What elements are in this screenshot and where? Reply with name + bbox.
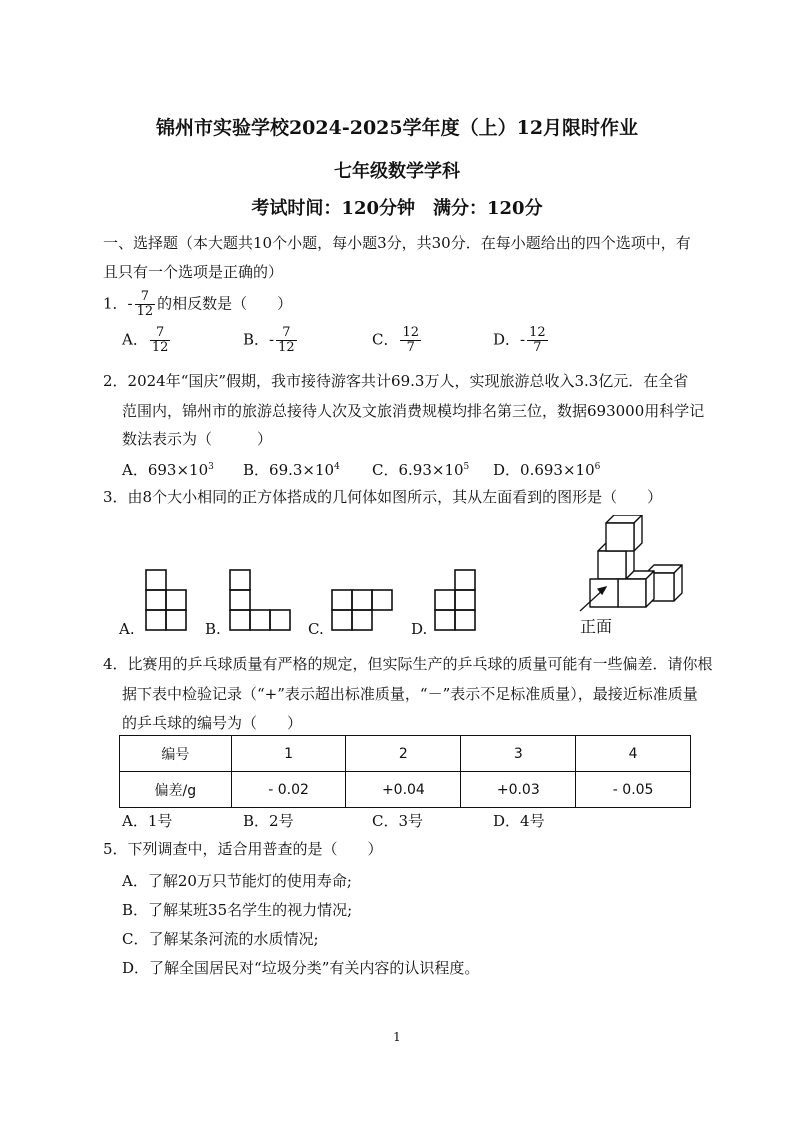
option-base: 693×10: [147, 461, 209, 479]
q2-option-d[interactable]: [493, 459, 600, 480]
option-fraction: [150, 326, 171, 355]
q3-option-c-figure: [331, 589, 395, 633]
option-sign: -: [520, 330, 526, 349]
page-number: 1: [393, 1030, 401, 1044]
q4-option-d[interactable]: D．4号: [493, 812, 545, 830]
option-label: A．: [122, 461, 148, 479]
q4-line3: 的乒乓球的编号为（ ）: [122, 714, 303, 732]
q2-line1: 2．2024年“国庆”假期，我市接待游客共计69.3万人，实现旅游总收入3.3亿元．在全省: [103, 372, 689, 390]
q3-option-a-figure: [145, 569, 187, 633]
table-cell: 偏差/g: [120, 772, 232, 808]
q3-option-d-figure: [434, 569, 476, 633]
q3-option-a-label[interactable]: A.: [119, 620, 135, 638]
option-label: D．: [493, 461, 521, 479]
exam-subtitle: 七年级数学学科: [334, 161, 460, 182]
option-exponent: 6: [594, 462, 601, 472]
table-cell: 3: [461, 736, 576, 772]
option-label: D．: [493, 330, 521, 349]
q5-option-b[interactable]: B．了解某班35名学生的视力情况;: [122, 901, 353, 919]
q1-option-d[interactable]: [493, 326, 550, 355]
q5-option-d[interactable]: D．了解全国居民对“垃圾分类”有关内容的认识程度。: [122, 959, 480, 977]
q5-text: 5．下列调查中，适合用普查的是（ ）: [103, 840, 383, 858]
option-label: B．: [243, 330, 270, 349]
frac-den: 7: [406, 340, 415, 355]
table-cell: - 0.02: [231, 772, 346, 808]
frac-den: 12: [151, 340, 169, 355]
option-label: C．: [372, 330, 399, 349]
q5-option-a[interactable]: A．了解20万只节能灯的使用寿命;: [122, 872, 352, 890]
frac-num: 12: [529, 325, 546, 340]
q3-option-b-label[interactable]: B.: [205, 620, 221, 638]
section-heading-line2: 且只有一个选项是正确的）: [103, 263, 284, 281]
option-label: A．: [122, 330, 148, 349]
option-fraction: [276, 326, 297, 355]
q2-line2: 范围内，锦州市的旅游总接待人次及文旅消费规模均排名第三位，数据693000用科学记: [122, 402, 705, 420]
q1-text: 的相反数是（ ）: [157, 294, 293, 313]
option-base: 6.93×10: [398, 461, 464, 479]
option-exponent: 5: [463, 462, 470, 472]
q3-text: 3．由8个大小相同的正方体搭成的几何体如图所示，其从左面看到的图形是（ ）: [103, 488, 663, 506]
q1-number: 1．: [103, 294, 128, 313]
q4-option-b[interactable]: B．2号: [243, 812, 294, 830]
q1-frac-den: 12: [136, 304, 154, 319]
q2-option-c[interactable]: [372, 459, 469, 480]
q1-option-c[interactable]: [372, 326, 423, 355]
q1-fraction: [135, 290, 156, 319]
exam-info: 考试时间：120分钟 满分：120分: [251, 198, 543, 219]
table-cell: +0.03: [461, 772, 576, 808]
q4-line2: 据下表中检验记录（“+”表示超出标准质量，“－”表示不足标准质量），最接近标准质量: [122, 685, 698, 703]
frac-num: 12: [402, 325, 420, 340]
q1-option-a[interactable]: [122, 326, 172, 355]
q5-option-c[interactable]: C．了解某条河流的水质情况;: [122, 930, 319, 948]
q2-line3: 数法表示为（ ）: [122, 430, 273, 448]
question-1: [103, 290, 292, 319]
q2-option-a[interactable]: [122, 459, 214, 480]
q4-option-a[interactable]: A．1号: [122, 812, 173, 830]
exam-title: 锦州市实验学校2024-2025学年度（上）12月限时作业: [155, 117, 639, 139]
table-cell: 2: [346, 736, 461, 772]
option-base: 69.3×10: [269, 461, 335, 479]
q3-option-d-label[interactable]: D.: [411, 620, 428, 638]
table-cell: 4: [576, 736, 691, 772]
frac-den: 7: [533, 340, 542, 355]
option-exponent: 3: [208, 462, 214, 472]
q2-option-b[interactable]: [243, 459, 340, 480]
option-sign: -: [269, 330, 275, 349]
option-fraction: [527, 326, 548, 355]
frac-den: 12: [278, 340, 295, 355]
option-exponent: 4: [334, 462, 340, 472]
q1-option-b[interactable]: [243, 326, 299, 355]
q1-frac-num: 7: [135, 290, 156, 305]
front-view-label: 正面: [580, 617, 613, 636]
frac-num: 7: [276, 326, 297, 341]
table-cell: - 0.05: [576, 772, 691, 808]
table-cell: 1: [231, 736, 346, 772]
table-row: [120, 772, 691, 808]
option-fraction: [400, 326, 421, 355]
table-row: [120, 736, 691, 772]
section-heading-line1: 一、选择题（本大题共10个小题，每小题3分，共30分．在每小题给出的四个选项中，有: [103, 234, 691, 252]
q3-cube-solid-figure: [570, 515, 690, 615]
option-base: 0.693×10: [520, 461, 595, 479]
q3-option-c-label[interactable]: C.: [308, 620, 324, 638]
q1-sign: -: [127, 294, 133, 313]
q3-option-b-figure: [229, 569, 293, 633]
option-label: C．: [372, 461, 399, 479]
table-cell: +0.04: [346, 772, 461, 808]
q4-option-c[interactable]: C．3号: [372, 812, 424, 830]
frac-num: 7: [150, 326, 171, 341]
option-label: B．: [243, 461, 270, 479]
q4-line1: 4．比赛用的乒乓球质量有严格的规定，但实际生产的乒乓球的质量可能有一些偏差．请你根: [103, 655, 713, 673]
inspection-record-table: [119, 735, 691, 808]
table-cell: 编号: [120, 736, 232, 772]
